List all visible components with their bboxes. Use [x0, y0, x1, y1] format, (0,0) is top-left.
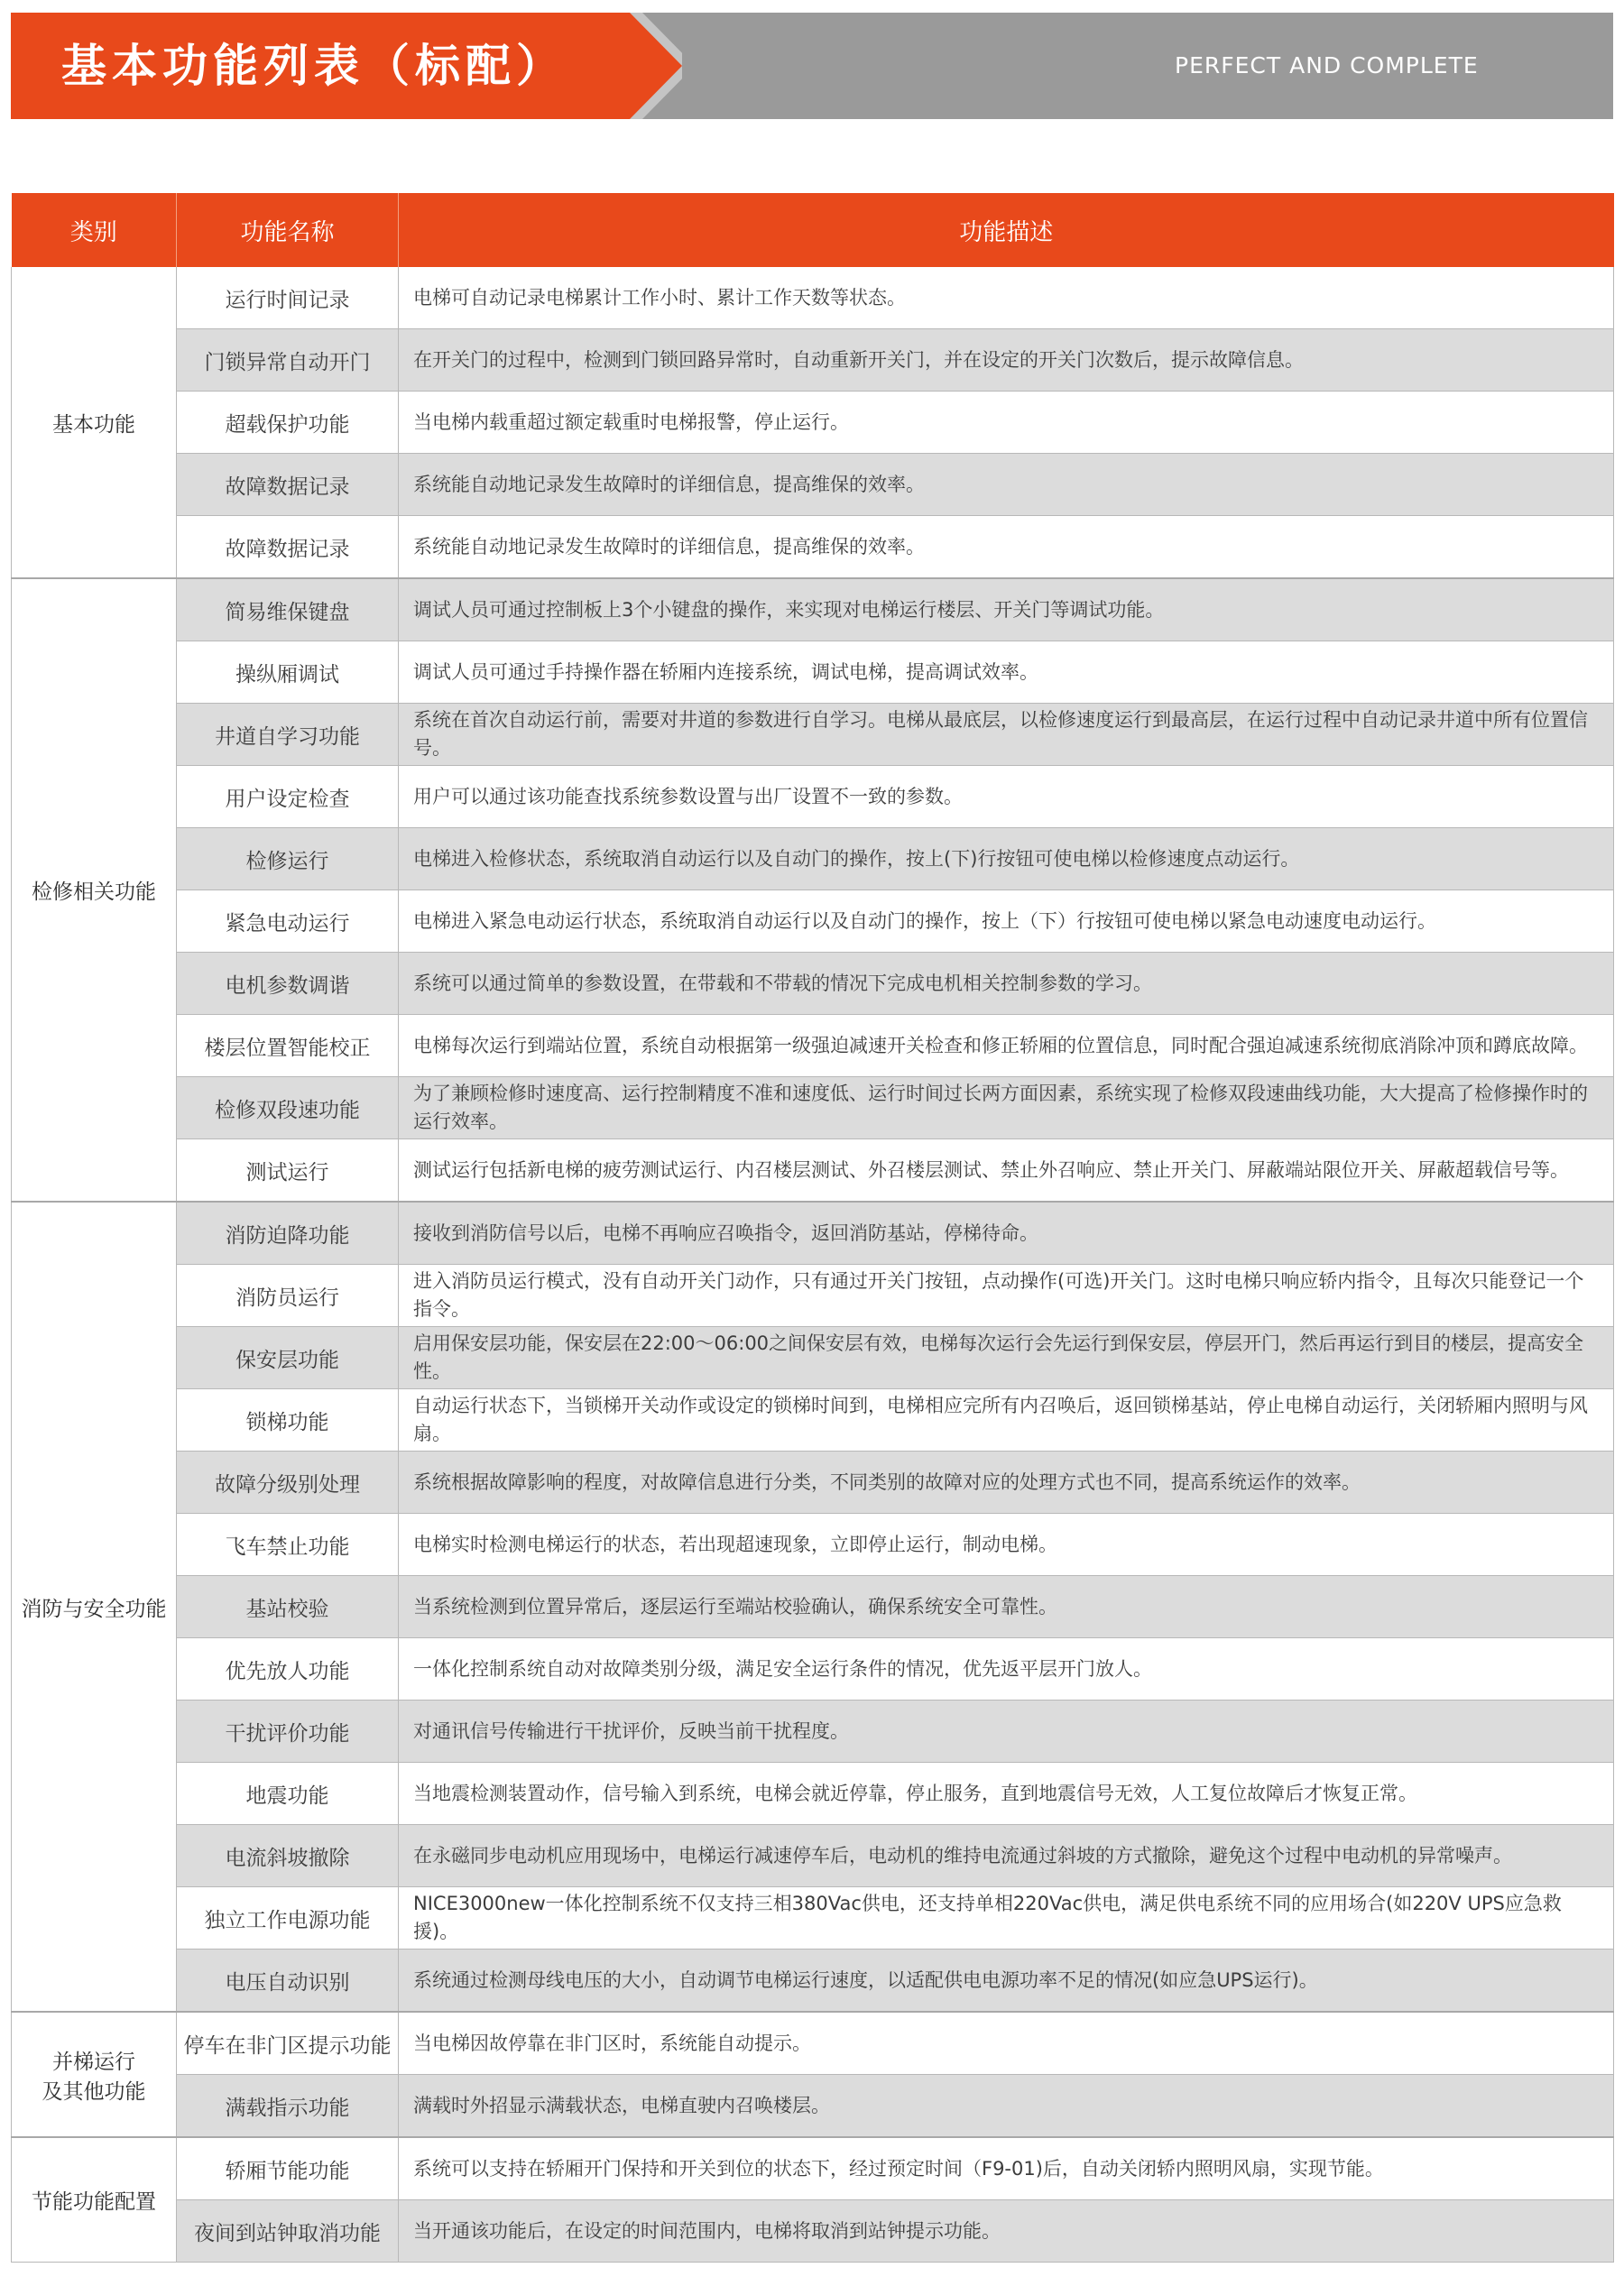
function-desc-cell: 系统在首次自动运行前，需要对井道的参数进行自学习。电梯从最底层，以检修速度运行到最高层，在运行过程中自动记录井道中所有位置信号。 [399, 704, 1614, 766]
table-row [12, 392, 1614, 454]
function-desc-cell: 当电梯内载重超过额定载重时电梯报警，停止运行。 [399, 392, 1614, 454]
function-desc-cell: 自动运行状态下，当锁梯开关动作或设定的锁梯时间到，电梯相应完所有内召唤后，返回锁梯基站，停止电梯自动运行，关闭轿厢内照明与风扇。 [399, 1389, 1614, 1452]
function-name-cell: 电流斜坡撤除 [177, 1825, 399, 1887]
table-row [12, 578, 1614, 641]
table-row [12, 1265, 1614, 1327]
table-row [12, 2012, 1614, 2075]
table-row [12, 329, 1614, 392]
function-desc-cell: 一体化控制系统自动对故障类别分级，满足安全运行条件的情况，优先返平层开门放人。 [399, 1638, 1614, 1701]
function-desc-cell: 当地震检测装置动作，信号输入到系统，电梯会就近停靠，停止服务，直到地震信号无效，人工复位故障后才恢复正常。 [399, 1763, 1614, 1825]
function-name-cell: 操纵厢调试 [177, 641, 399, 704]
table-row [12, 1825, 1614, 1887]
function-name-cell: 检修运行 [177, 828, 399, 890]
table-row [12, 267, 1614, 329]
function-desc-cell: 调试人员可通过手持操作器在轿厢内连接系统，调试电梯，提高调试效率。 [399, 641, 1614, 704]
table-row [12, 2137, 1614, 2200]
category-label-line: 并梯运行 [52, 2050, 135, 2074]
column-header-function-desc: 功能描述 [399, 193, 1614, 267]
table-row [12, 516, 1614, 579]
table-row [12, 1763, 1614, 1825]
header-banner [11, 13, 1613, 119]
function-name-cell: 地震功能 [177, 1763, 399, 1825]
function-desc-cell: 测试运行包括新电梯的疲劳测试运行、内召楼层测试、外召楼层测试、禁止外召响应、禁止开关门、屏蔽端站限位开关、屏蔽超载信号等。 [399, 1139, 1614, 1203]
function-name-cell: 超载保护功能 [177, 392, 399, 454]
function-name-cell: 轿厢节能功能 [177, 2137, 399, 2200]
function-desc-cell: 满载时外招显示满载状态，电梯直驶内召唤楼层。 [399, 2075, 1614, 2138]
table-row [12, 1950, 1614, 2013]
category-cell: 节能功能配置 [12, 2137, 177, 2263]
function-name-cell: 独立工作电源功能 [177, 1887, 399, 1950]
table-row [12, 890, 1614, 953]
category-label-line: 及其他功能 [42, 2079, 146, 2104]
function-name-cell: 基站校验 [177, 1576, 399, 1638]
table-row [12, 1389, 1614, 1452]
function-name-cell: 夜间到站钟取消功能 [177, 2200, 399, 2263]
function-name-cell: 楼层位置智能校正 [177, 1015, 399, 1077]
function-name-cell: 消防员运行 [177, 1265, 399, 1327]
function-name-cell: 检修双段速功能 [177, 1077, 399, 1139]
function-desc-cell: NICE3000new一体化控制系统不仅支持三相380Vac供电，还支持单相220Vac供电，满足供电系统不同的应用场合(如220V UPS应急救援)。 [399, 1887, 1614, 1950]
table-row [12, 1514, 1614, 1576]
table-row [12, 2075, 1614, 2138]
function-desc-cell: 调试人员可通过控制板上3个小键盘的操作，来实现对电梯运行楼层、开关门等调试功能。 [399, 578, 1614, 641]
column-header-category: 类别 [12, 193, 177, 267]
function-name-cell: 干扰评价功能 [177, 1701, 399, 1763]
function-desc-cell: 电梯每次运行到端站位置，系统自动根据第一级强迫减速开关检查和修正轿厢的位置信息，同时配合强迫减速系统彻底消除冲顶和蹲底故障。 [399, 1015, 1614, 1077]
table-row [12, 953, 1614, 1015]
table-row [12, 1638, 1614, 1701]
function-desc-cell: 当电梯因故停靠在非门区时，系统能自动提示。 [399, 2012, 1614, 2075]
category-cell [12, 2012, 177, 2137]
category-cell: 消防与安全功能 [12, 1202, 177, 2012]
function-name-cell: 飞车禁止功能 [177, 1514, 399, 1576]
table-row [12, 1327, 1614, 1389]
function-desc-cell: 电梯实时检测电梯运行的状态，若出现超速现象，立即停止运行，制动电梯。 [399, 1514, 1614, 1576]
function-name-cell: 井道自学习功能 [177, 704, 399, 766]
function-desc-cell: 接收到消防信号以后，电梯不再响应召唤指令，返回消防基站，停梯待命。 [399, 1202, 1614, 1265]
function-name-cell: 测试运行 [177, 1139, 399, 1203]
function-table [11, 193, 1614, 2263]
function-desc-cell: 系统能自动地记录发生故障时的详细信息，提高维保的效率。 [399, 454, 1614, 516]
function-desc-cell: 对通讯信号传输进行干扰评价，反映当前干扰程度。 [399, 1701, 1614, 1763]
function-name-cell: 消防迫降功能 [177, 1202, 399, 1265]
column-header-function-name: 功能名称 [177, 193, 399, 267]
function-desc-cell: 在永磁同步电动机应用现场中，电梯运行减速停车后，电动机的维持电流通过斜坡的方式撤除，避免这个过程中电动机的异常噪声。 [399, 1825, 1614, 1887]
function-name-cell: 停车在非门区提示功能 [177, 2012, 399, 2075]
function-name-cell: 故障数据记录 [177, 516, 399, 579]
table-row [12, 1701, 1614, 1763]
function-desc-cell: 系统根据故障影响的程度，对故障信息进行分类，不同类别的故障对应的处理方式也不同，提高系统运作的效率。 [399, 1452, 1614, 1514]
function-name-cell: 电机参数调谐 [177, 953, 399, 1015]
table-row [12, 828, 1614, 890]
table-body [12, 267, 1614, 2263]
function-name-cell: 锁梯功能 [177, 1389, 399, 1452]
page-subtitle: PERFECT AND COMPLETE [1175, 52, 1479, 78]
function-desc-cell: 进入消防员运行模式，没有自动开关门动作，只有通过开关门按钮，点动操作(可选)开关门。这时电梯只响应轿内指令，且每次只能登记一个指令。 [399, 1265, 1614, 1327]
category-cell: 基本功能 [12, 267, 177, 578]
table-row [12, 1015, 1614, 1077]
table-row [12, 641, 1614, 704]
function-desc-cell: 电梯进入紧急电动运行状态，系统取消自动运行以及自动门的操作，按上（下）行按钮可使电梯以紧急电动速度电动运行。 [399, 890, 1614, 953]
category-cell: 检修相关功能 [12, 578, 177, 1202]
table-row [12, 1139, 1614, 1203]
function-name-cell: 满载指示功能 [177, 2075, 399, 2138]
function-desc-cell: 当开通该功能后，在设定的时间范围内，电梯将取消到站钟提示功能。 [399, 2200, 1614, 2263]
function-desc-cell: 系统可以支持在轿厢开门保持和开关到位的状态下，经过预定时间（F9-01)后，自动关闭轿内照明风扇，实现节能。 [399, 2137, 1614, 2200]
function-desc-cell: 系统可以通过简单的参数设置，在带载和不带载的情况下完成电机相关控制参数的学习。 [399, 953, 1614, 1015]
table-row [12, 704, 1614, 766]
table-header-row [12, 193, 1614, 267]
function-name-cell: 保安层功能 [177, 1327, 399, 1389]
table-row [12, 1576, 1614, 1638]
function-name-cell: 运行时间记录 [177, 267, 399, 329]
table-row [12, 766, 1614, 828]
function-desc-cell: 电梯进入检修状态，系统取消自动运行以及自动门的操作，按上(下)行按钮可使电梯以检修速度点动运行。 [399, 828, 1614, 890]
table-row [12, 454, 1614, 516]
table-row [12, 2200, 1614, 2263]
table-row [12, 1202, 1614, 1265]
function-desc-cell: 在开关门的过程中，检测到门锁回路异常时，自动重新开关门，并在设定的开关门次数后，提示故障信息。 [399, 329, 1614, 392]
function-name-cell: 门锁异常自动开门 [177, 329, 399, 392]
function-desc-cell: 系统通过检测母线电压的大小，自动调节电梯运行速度，以适配供电电源功率不足的情况(如应急UPS运行)。 [399, 1950, 1614, 2013]
function-desc-cell: 系统能自动地记录发生故障时的详细信息，提高维保的效率。 [399, 516, 1614, 579]
function-name-cell: 简易维保键盘 [177, 578, 399, 641]
function-desc-cell: 启用保安层功能，保安层在22:00～06:00之间保安层有效，电梯每次运行会先运行到保安层，停层开门，然后再运行到目的楼层，提高安全性。 [399, 1327, 1614, 1389]
function-name-cell: 故障数据记录 [177, 454, 399, 516]
function-desc-cell: 电梯可自动记录电梯累计工作小时、累计工作天数等状态。 [399, 267, 1614, 329]
table-row [12, 1077, 1614, 1139]
function-name-cell: 紧急电动运行 [177, 890, 399, 953]
function-desc-cell: 用户可以通过该功能查找系统参数设置与出厂设置不一致的参数。 [399, 766, 1614, 828]
function-name-cell: 优先放人功能 [177, 1638, 399, 1701]
function-desc-cell: 为了兼顾检修时速度高、运行控制精度不准和速度低、运行时间过长两方面因素，系统实现了检修双段速曲线功能，大大提高了检修操作时的运行效率。 [399, 1077, 1614, 1139]
page-title: 基本功能列表（标配） [61, 40, 567, 92]
function-name-cell: 用户设定检查 [177, 766, 399, 828]
table-row [12, 1887, 1614, 1950]
table-row [12, 1452, 1614, 1514]
function-name-cell: 故障分级别处理 [177, 1452, 399, 1514]
function-name-cell: 电压自动识别 [177, 1950, 399, 2013]
function-desc-cell: 当系统检测到位置异常后，逐层运行至端站校验确认，确保系统安全可靠性。 [399, 1576, 1614, 1638]
